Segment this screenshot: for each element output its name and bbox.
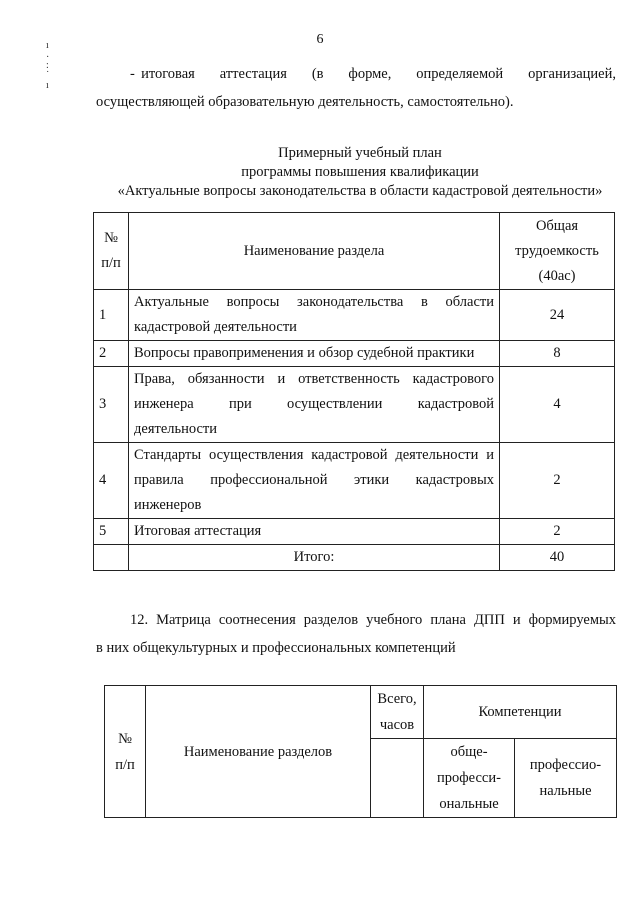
matrix-professional-header (515, 739, 617, 818)
matrix-table (104, 685, 617, 818)
row-title-line: Права, обязанности и ответственность кадастрового (134, 371, 494, 387)
hours-header-line-3: (40ас) (538, 267, 576, 284)
intro-line-2: осуществляющей образовательную деятельность, самостоятельно). (96, 94, 514, 110)
table-row (94, 367, 615, 443)
row-title (129, 367, 500, 443)
row-hours: 2 (500, 443, 615, 519)
matrix-general-line-2: професси- (437, 770, 501, 786)
row-title-line: инженера при осуществлении кадастровой (134, 396, 494, 412)
num-header-line-1: № (104, 230, 118, 246)
matrix-professional-line-1: профессио- (529, 757, 602, 773)
matrix-num-line-1: № (118, 730, 132, 747)
table-row (94, 341, 615, 367)
row-title-line: кадастровой деятельности (134, 319, 297, 335)
hours-header (500, 213, 615, 290)
margin-mark: : (46, 60, 49, 71)
plan-heading-line-2: программы повышения квалификации (241, 164, 479, 180)
matrix-name-header: Наименование разделов (146, 686, 371, 818)
margin-mark: ı (46, 80, 49, 91)
matrix-general-line-3: ональные (439, 796, 499, 812)
row-title (129, 341, 500, 367)
plan-heading (90, 144, 630, 201)
matrix-total-line-2: часов (379, 717, 415, 733)
row-title-line: Итоговая аттестация (134, 523, 262, 539)
row-title-line: Стандарты осуществления кадастровой деятельности и (134, 447, 494, 463)
intro-paragraph (96, 60, 616, 116)
total-value: 40 (500, 545, 615, 571)
matrix-header-row-1 (105, 686, 617, 739)
matrix-paragraph (96, 606, 616, 662)
hours-header-line-1: Общая (535, 217, 579, 234)
total-row (94, 545, 615, 571)
name-header: Наименование раздела (129, 213, 500, 290)
page-number: 6 (316, 32, 324, 47)
row-number: 1 (94, 290, 129, 341)
row-title (129, 290, 500, 341)
intro-line-1: - итоговая аттестация (в форме, определяемой организацией, (130, 66, 616, 82)
margin-mark: ı (46, 40, 49, 51)
matrix-num-header (105, 686, 146, 818)
matrix-competencies-header: Компетенции (424, 686, 617, 739)
plan-table-header (94, 213, 615, 290)
row-hours: 2 (500, 519, 615, 545)
matrix-total-header (371, 686, 424, 739)
plan-table (93, 212, 615, 571)
total-label: Итого: (129, 545, 500, 571)
num-header-line-2: п/п (101, 255, 121, 271)
num-header (94, 213, 129, 290)
row-title-line: инженеров (134, 497, 202, 513)
margin-mark: · (46, 52, 50, 63)
matrix-total-subcell (371, 739, 424, 818)
row-title-line: Вопросы правоприменения и обзор судебной практики (134, 345, 475, 361)
row-hours: 8 (500, 341, 615, 367)
matrix-general-header (424, 739, 515, 818)
row-number: 5 (94, 519, 129, 545)
row-hours: 4 (500, 367, 615, 443)
matrix-num-line-2: п/п (115, 756, 135, 773)
margin-mark: ˙ (46, 70, 50, 81)
matrix-line-2: в них общекультурных и профессиональных компетенций (96, 640, 456, 656)
table-row (94, 443, 615, 519)
row-title (129, 519, 500, 545)
row-number: 2 (94, 341, 129, 367)
total-empty-cell (94, 545, 129, 571)
row-title-line: Актуальные вопросы законодательства в области (134, 294, 494, 310)
matrix-line-1: 12. Матрица соотнесения разделов учебного плана ДПП и формируемых (130, 612, 616, 628)
hours-header-line-2: трудоемкость (515, 242, 599, 259)
row-number: 3 (94, 367, 129, 443)
table-row (94, 290, 615, 341)
matrix-professional-line-2: нальные (539, 783, 592, 799)
plan-heading-line-3: «Актуальные вопросы законодательства в области кадастровой деятельности» (117, 183, 603, 199)
matrix-general-line-1: обще- (450, 744, 488, 760)
plan-heading-line-1: Примерный учебный план (278, 145, 442, 161)
row-title (129, 443, 500, 519)
table-row (94, 519, 615, 545)
row-hours: 24 (500, 290, 615, 341)
row-title-line: правила профессиональной этики кадастровых (134, 472, 494, 488)
row-title-line: деятельности (134, 421, 218, 437)
matrix-total-line-1: Всего, (377, 691, 417, 707)
row-number: 4 (94, 443, 129, 519)
